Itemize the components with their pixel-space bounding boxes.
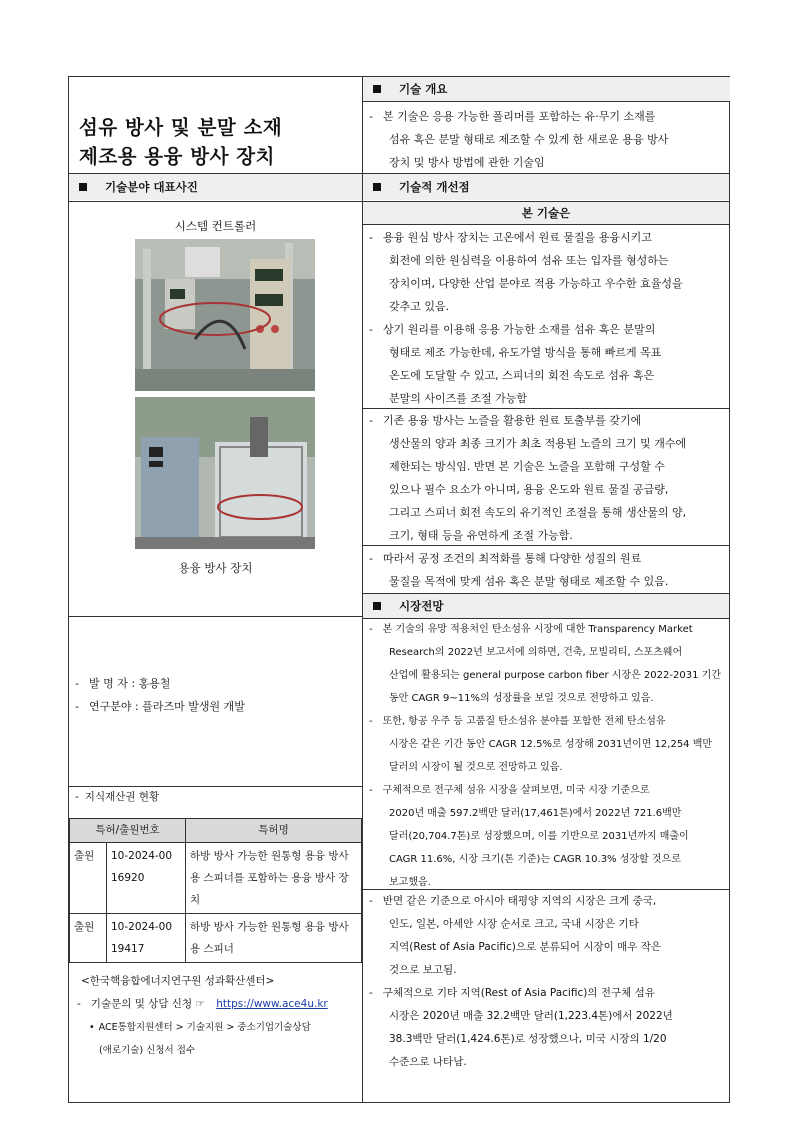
- photo-section-header: 기술분야 대표사진: [69, 174, 362, 200]
- overview-text: - 본 기술은 응용 가능한 폴리머를 포함하는 유·무기 소재를 섬유 혹은 분말 형태로 제조할 수 있게 한 새로운 용융 방사 장치 및 방사 방법에 관한 기술임: [369, 110, 669, 169]
- inventor-info: - 발 명 자 : 홍용철 - 연구분야 : 플라즈마 발생원 개발: [75, 677, 245, 713]
- patent-name-header: 특허명: [186, 819, 362, 843]
- market-block-1: - 본 기술의 유망 적용처인 탄소섬유 시장에 대한 Transparency Market Research의 2022년 보고서에 의하면, 건축, 모빌리티, 스포츠웨어 산업에 활용되는 general purpose carbon fiber 시장은 2022-2031 기간 동안 CAGR 9~11%의 성장률을 보일 것으로 전망하고 있음. - 또한, 항공 우주 등 고품질 탄소섬유 분야를 포함한 전체 탄소섬유 시장은 같은 기간 동안 CAGR 12.5%로 성장해 2031년이면 12,254 백만 달러의 시장이 될 것으로 전망하고 있음. - 구체적으로 전구체 섬유 시장을 살펴보면, 미국 시장 기준으로 2020년 매출 597.2백만 달러(17,461톤)에서 2022년 721.6백만 달러(20,704.7톤)로 성장했으며, 이를 기반으로 2031년까지 매출이 CAGR 11.6%, 시장 크기(톤 기준)는 CAGR 10.3% 성장할 것으로 보고했음.: [369, 624, 721, 888]
- improvement-block-3: - 따라서 공정 조건의 최적화를 통해 다양한 성질의 원료 물질을 목적에 맞게 섬유 혹은 분말 형태로 제조할 수 있음.: [369, 552, 669, 588]
- system-controller-photo: [135, 239, 315, 391]
- column-divider: [362, 77, 363, 1102]
- patent-table: [69, 818, 362, 963]
- table-row: 출원 10-2024-00 19417 하방 방사 가능한 원통형 용융 방사용 스피너: [70, 914, 362, 963]
- overview-header: 기술 개요: [363, 77, 730, 101]
- contact-link[interactable]: https://www.ace4u.kr: [216, 998, 328, 1010]
- contact-info: <한국핵융합에너지연구원 성과확산센터> - 기술문의 및 상담 신청 ☞ https://www.ace4u.kr • ACE통합지원센터 > 기술지원 > 중소기업기술상담 (애로기술) 신청서 접수: [77, 975, 328, 1056]
- table-row: 출원 10-2024-00 16920 하방 방사 가능한 원통형 용융 방사용 스피너를 포함하는 용융 방사 장치: [70, 843, 362, 914]
- market-header: 시장전망: [363, 594, 729, 618]
- photo-label-top: 시스템 컨트롤러: [174, 219, 257, 233]
- improvement-header: 기술적 개선점: [363, 174, 729, 200]
- melt-spinning-device-photo: [135, 397, 315, 549]
- patent-number-header: 특허/출원번호: [70, 819, 186, 843]
- page-title: 섬유 방사 및 분말 소재 제조용 용융 방사 장치: [79, 116, 283, 168]
- photo-label-bottom: 용융 방사 장치: [178, 561, 253, 575]
- improvement-block-1: - 용융 원심 방사 장치는 고온에서 원료 물질을 용융시키고 회전에 의한 원심력을 이용하여 섬유 또는 입자를 형성하는 장치이며, 다양한 산업 분야로 적용 가능하고 우수한 효율성을 갖추고 있음. - 상기 원리를 이용해 응용 가능한 소재를 섬유 혹은 분말의 형태로 제조 가능한데, 유도가열 방식을 통해 빠르게 목표 온도에 도달할 수 있고, 스피너의 회전 속도로 섬유 혹은 분말의 사이즈를 조절 가능함: [369, 231, 683, 405]
- ip-status-label: - 지식재산권 현황: [75, 791, 160, 803]
- improvement-subheader: 본 기술은: [363, 202, 729, 224]
- document-page: [68, 76, 730, 1103]
- market-block-2: - 반면 같은 기준으로 아시아 태평양 지역의 시장은 크게 중국, 인도, 일본, 아세안 시장 순서로 크고, 국내 시장은 기타 지역(Rest of Asia Pacific)으로 분류되어 시장이 매우 작은 것으로 보고됨. - 구체적으로 기타 지역(Rest of Asia Pacific)의 전구체 섬유 시장은 2020년 매출 32.2백만 달러(1,223.4톤)에서 2022년 38.3백만 달러(1,424.6톤)로 성장했으나, 미국 시장의 1/20 수준으로 나타남.: [369, 895, 673, 1068]
- improvement-block-2: - 기존 용융 방사는 노즐을 활용한 원료 토출부를 갖기에 생산물의 양과 최종 크기가 최초 적용된 노즐의 크기 및 개수에 제한되는 방식임. 반면 본 기술은 노즐을 포함해 구성할 수 있으나 필수 요소가 아니며, 용융 온도와 원료 물질 공급량, 그리고 스피너 회전 속도의 유기적인 조절을 통해 생산물의 양, 크기, 형태 등을 유연하게 조절 가능함.: [369, 414, 687, 542]
